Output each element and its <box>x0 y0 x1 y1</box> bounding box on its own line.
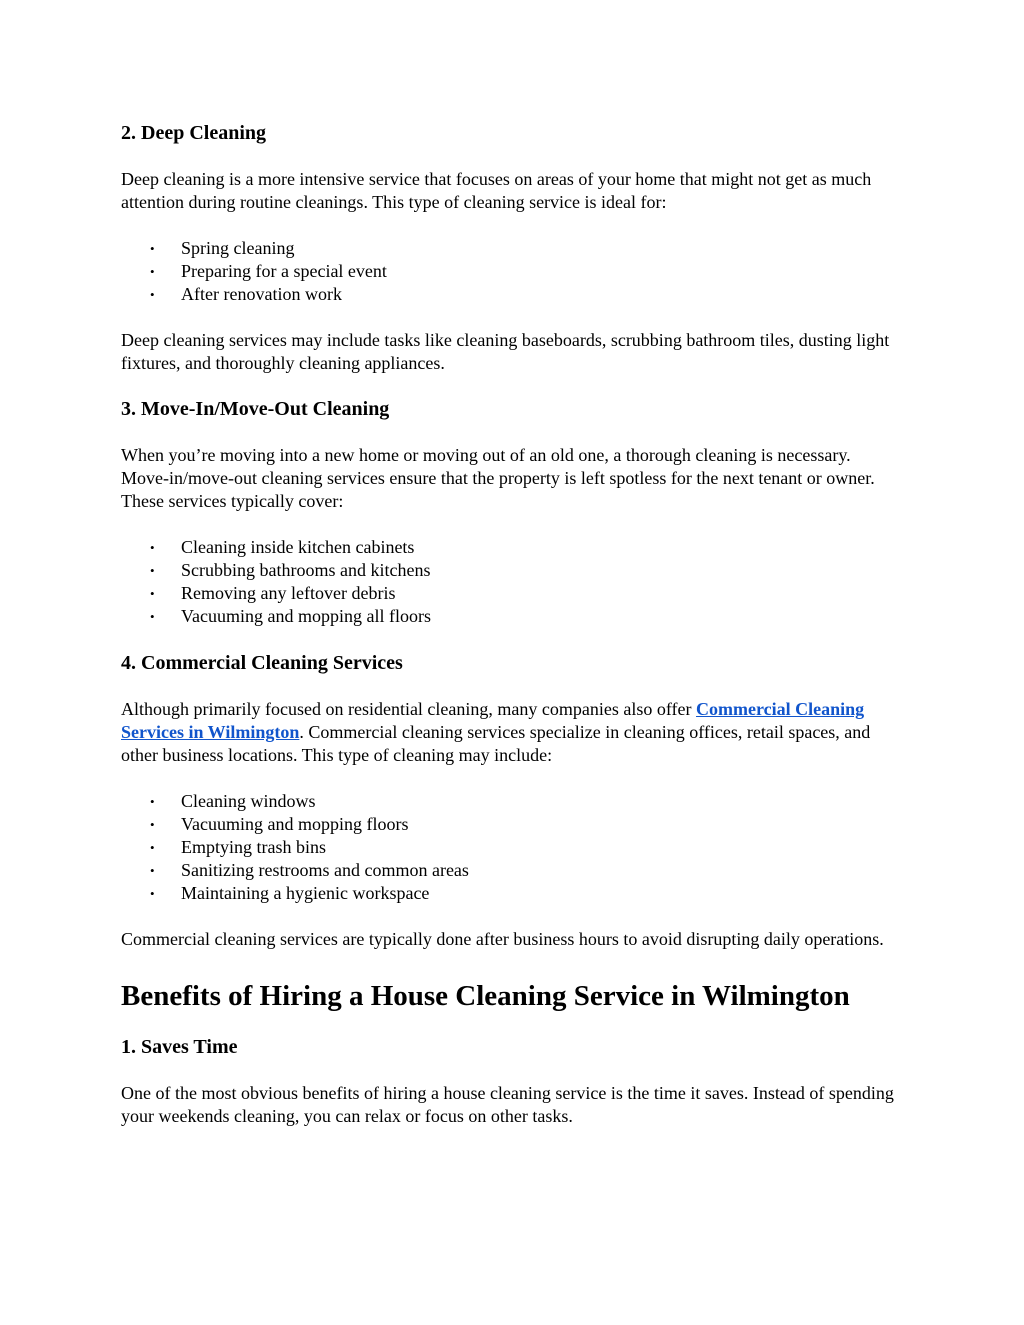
bullet-icon: • <box>150 540 155 555</box>
bullet-icon: • <box>150 264 155 279</box>
list-item: • Maintaining a hygienic workspace <box>150 883 430 903</box>
deep-cleaning-outro: Deep cleaning services may include tasks like cleaning baseboards, scrubbing bathroom tiles, dusting light fixtures, and thoroughly cleaning appliances. <box>121 330 890 373</box>
commercial-cleaning-link[interactable]: Commercial Cleaning Services in Wilmington <box>121 699 865 742</box>
bullet-icon: • <box>150 586 155 601</box>
bullet-icon: • <box>150 886 155 901</box>
benefits-subheading-saves-time: 1. Saves Time <box>121 1036 238 1058</box>
bullet-icon: • <box>150 241 155 256</box>
move-cleaning-intro: When you’re moving into a new home or moving out of an old one, a thorough cleaning is necessary. Move-in/move-out cleaning services ensure that the property is left spotless for the next tenant or owner. These services typically cover: <box>121 445 875 511</box>
saves-time-text: One of the most obvious benefits of hiring a house cleaning service is the time it saves. Instead of spending your weekends cleaning, you can relax or focus on other tasks. <box>121 1083 894 1126</box>
bullet-icon: • <box>150 794 155 809</box>
deep-cleaning-list <box>121 237 901 306</box>
benefits-heading: Benefits of Hiring a House Cleaning Service in Wilmington <box>121 980 850 1012</box>
section-heading-commercial-cleaning: 4. Commercial Cleaning Services <box>121 652 403 674</box>
list-item: • Scrubbing bathrooms and kitchens <box>150 560 431 580</box>
list-item: • After renovation work <box>150 284 342 304</box>
document-content <box>121 119 901 1128</box>
commercial-cleaning-outro: Commercial cleaning services are typically done after business hours to avoid disrupting daily operations. <box>121 929 884 949</box>
bullet-icon: • <box>150 287 155 302</box>
commercial-cleaning-intro: Although primarily focused on residential cleaning, many companies also offer Commercial Cleaning Services in Wilmington. Commercial cleaning services specialize in cleaning offices, retail spaces, and other business locations. This type of cleaning may include: <box>121 699 871 765</box>
bullet-icon: • <box>150 609 155 624</box>
bullet-icon: • <box>150 817 155 832</box>
list-item: • Vacuuming and mopping floors <box>150 814 409 834</box>
list-item: • Spring cleaning <box>150 238 295 258</box>
bullet-icon: • <box>150 840 155 855</box>
deep-cleaning-intro: Deep cleaning is a more intensive service that focuses on areas of your home that might not get as much attention during routine cleanings. This type of cleaning service is ideal for: <box>121 169 872 212</box>
list-item: • Cleaning windows <box>150 791 316 811</box>
section-heading-deep-cleaning: 2. Deep Cleaning <box>121 122 266 144</box>
list-item: • Preparing for a special event <box>150 261 387 281</box>
list-item: • Sanitizing restrooms and common areas <box>150 860 469 880</box>
commercial-cleaning-list <box>121 790 901 905</box>
list-item: • Cleaning inside kitchen cabinets <box>150 537 415 557</box>
bullet-icon: • <box>150 863 155 878</box>
list-item: • Vacuuming and mopping all floors <box>150 606 431 626</box>
section-heading-move-cleaning: 3. Move-In/Move-Out Cleaning <box>121 398 390 420</box>
list-item: • Removing any leftover debris <box>150 583 396 603</box>
move-cleaning-list <box>121 536 901 628</box>
bullet-icon: • <box>150 563 155 578</box>
list-item: • Emptying trash bins <box>150 837 326 857</box>
